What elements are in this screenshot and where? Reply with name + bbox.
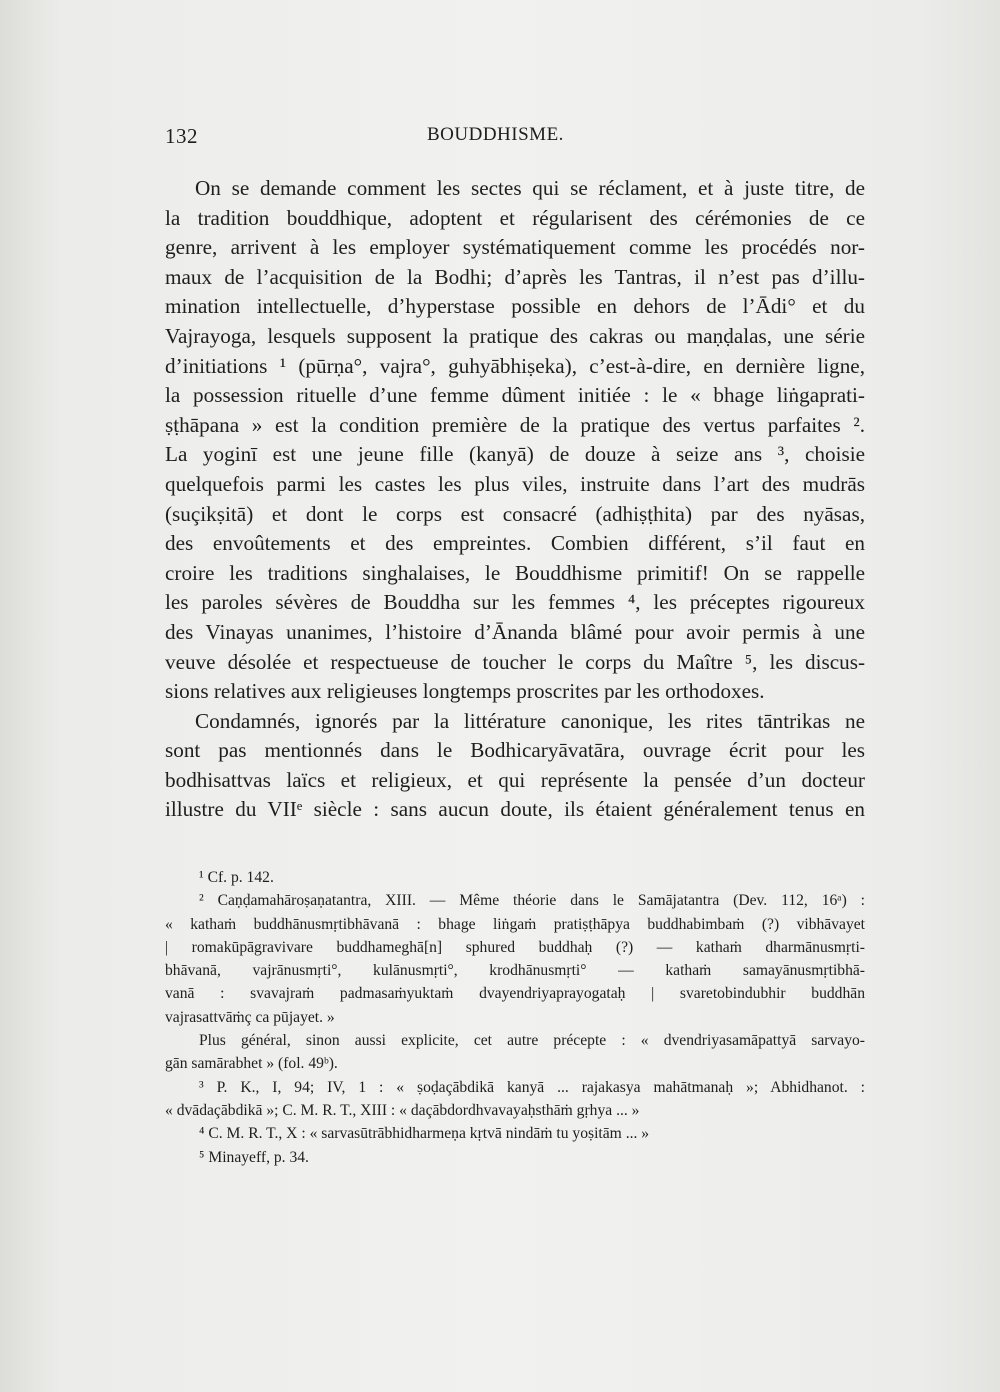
- text-line: quelquefois parmi les castes les plus viles, instruite dans l’art des mudrās: [165, 471, 865, 496]
- footnote-line: | romakūpāgravivare buddhameghā[n] sphured buddhaḥ (?) — kathaṁ dharmānusmṛti-: [165, 938, 865, 956]
- footnote-line: « dvādaçābdikā »; C. M. R. T., XIII : « daçābdordhvavayaḥsthāṁ gṛhya ... »: [165, 1101, 640, 1119]
- text-line: (suçikṣitā) et dont le corps est consacré (adhiṣṭhita) par des nyāsas,: [165, 501, 865, 526]
- footnote-5: ⁵ Minayeff, p. 34.: [199, 1148, 309, 1166]
- footnote-line: vajrasattvāṁç ca pūjayet. »: [165, 1008, 335, 1026]
- text-line: illustre du VIIᵉ siècle : sans aucun doute, ils étaient généralement tenus en: [165, 797, 865, 822]
- text-line: sont pas mentionnés dans le Bodhicaryāvatāra, ouvrage écrit pour les: [165, 738, 865, 763]
- text-line: On se demande comment les sectes qui se réclament, et à juste titre, de: [195, 176, 865, 200]
- paragraph-2: [165, 707, 865, 825]
- footnote-line: « kathaṁ buddhānusmṛtibhāvanā : bhage liṅgaṁ pratiṣṭhāpya buddhabimbaṁ (?) vibhāvayet: [165, 915, 865, 933]
- text-line: genre, arrivent à les employer systématiquement comme les procédés nor-: [165, 235, 865, 260]
- text-line: des envoûtements et des empreintes. Combien différent, s’il faut en: [165, 531, 865, 556]
- text-line: les paroles sévères de Bouddha sur les femmes ⁴, les préceptes rigoureux: [165, 590, 865, 615]
- page-header: [165, 124, 865, 154]
- text-line: bodhisattvas laïcs et religieux, et qui représente la pensée d’un docteur: [165, 767, 865, 792]
- text-line: la possession rituelle d’une femme dûment initiée : le « bhage liṅgaprati-: [165, 383, 865, 408]
- footnote-line: gān samārabhet » (fol. 49ᵇ).: [165, 1055, 338, 1073]
- text-line: mination intellectuelle, d’hyperstase possible en dehors de l’Ādi° et du: [165, 294, 865, 319]
- page-number: 132: [165, 124, 198, 148]
- text-line: La yoginī est une jeune fille (kanyā) de douze à seize ans ³, choisie: [165, 442, 865, 467]
- text-line: Vajrayoga, lesquels supposent la pratique des cakras ou maṇḍalas, une série: [165, 323, 865, 348]
- footnote-line: vanā : svavajraṁ padmasaṁyuktaṁ dvayendriyaprayogataḥ | svaretobindubhir buddhān: [165, 985, 865, 1003]
- text-line: croire les traditions singhalaises, le Bouddhisme primitif! On se rappelle: [165, 560, 865, 585]
- paragraph-1: [165, 174, 865, 707]
- text-line: d’initiations ¹ (pūrṇa°, vajra°, guhyābhiṣeka), c’est-à-dire, en dernière ligne,: [165, 353, 865, 378]
- text-line: ṣṭhāpana » est la condition première de la pratique des vertus parfaites ².: [165, 412, 865, 437]
- running-head: BOUDDHISME.: [427, 124, 564, 145]
- text-line: Condamnés, ignorés par la littérature canonique, les rites tāntrikas ne: [195, 708, 865, 733]
- footnote-3: ³ P. K., I, 94; IV, 1 : « ṣoḍaçābdikā kanyā ... rajakasya mahātmanaḥ »; Abhidhanot. :: [199, 1078, 865, 1096]
- text-line: des Vinayas unanimes, l’histoire d’Ānanda blâmé pour avoir permis à une: [165, 619, 865, 644]
- footnote-line: Plus général, sinon aussi explicite, cet autre précepte : « dvendriyasamāpattyā sarvayo-: [199, 1032, 865, 1050]
- footnote-line: bhāvanā, vajrānusmṛti°, kulānusmṛti°, krodhānusmṛti° — kathaṁ samayānusmṛtibhā-: [165, 962, 865, 980]
- text-line: sions relatives aux religieuses longtemps proscrites par les orthodoxes.: [165, 679, 765, 704]
- body-text: [165, 174, 865, 825]
- footnotes: [165, 866, 865, 1169]
- text-line: maux de l’acquisition de la Bodhi; d’après les Tantras, il n’est pas d’illu-: [165, 264, 865, 289]
- footnote-2: ² Caṇḍamahāroṣaṇatantra, XIII. — Même théorie dans le Samājatantra (Dev. 112, 16ᵃ) :: [199, 892, 865, 910]
- footnote-1: ¹ Cf. p. 142.: [199, 869, 274, 886]
- text-line: la tradition bouddhique, adoptent et régularisent des cérémonies de ce: [165, 205, 865, 230]
- footnote-4: ⁴ C. M. R. T., X : « sarvasūtrābhidharmeṇa kṛtvā nindāṁ tu yoṣitām ... »: [199, 1125, 650, 1143]
- text-line: veuve désolée et respectueuse de toucher le corps du Maître ⁵, les discus-: [165, 649, 865, 674]
